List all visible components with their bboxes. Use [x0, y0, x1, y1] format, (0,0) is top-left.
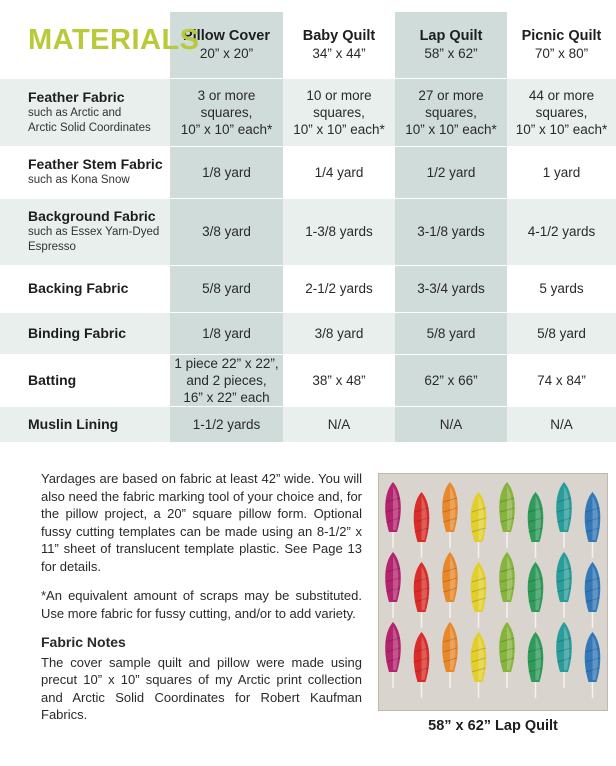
row-header: [0, 265, 170, 312]
row-header-subtitle: such as Kona Snow: [28, 174, 130, 186]
figure-caption: 58” x 62” Lap Quilt: [428, 718, 558, 734]
table-cell-text: 3-1/8 yards: [417, 224, 485, 239]
row-header-name: Feather Fabric: [28, 88, 125, 105]
row-divider: [0, 312, 616, 313]
table-cell: [170, 354, 283, 406]
feather-block: [556, 622, 572, 688]
table-cell-text: 5/8 yard: [426, 325, 476, 341]
table-cell-text: and 2 pieces,: [186, 372, 267, 388]
row-header: [0, 198, 170, 265]
row-header-name: Batting: [28, 371, 77, 388]
table-cell-text: 10” x 10” each*: [405, 121, 497, 137]
table-cell: [170, 265, 283, 312]
table-cell: [283, 312, 395, 354]
table-cell-text: 5/8 yard: [202, 281, 251, 296]
table-cell: [170, 312, 283, 354]
table-cell-text: 4-1/2 yards: [527, 224, 596, 239]
feather-block: [499, 482, 515, 548]
table-cell-text: 1/4 yard: [314, 164, 364, 180]
feather-block: [471, 562, 487, 628]
table-cell-text: 1-1/2 yards: [192, 416, 261, 432]
table-cell: [507, 406, 616, 442]
row-header-name: Muslin Lining: [28, 415, 119, 432]
table-cell: [283, 146, 395, 198]
table-cell-text: 3/8 yard: [314, 325, 364, 341]
materials-table: [0, 12, 616, 442]
table-cell: [283, 265, 395, 312]
table-cell: [395, 312, 507, 354]
row-header-subtitle: such as Essex Yarn-Dyed: [28, 226, 160, 238]
table-cell-text: N/A: [327, 416, 351, 432]
table-cell: [395, 265, 507, 312]
feather-block: [385, 482, 401, 548]
column-header-name: Lap Quilt: [419, 28, 483, 44]
table-cell-text: 5 yards: [539, 281, 584, 296]
feather-block: [585, 492, 601, 558]
feather-block: [471, 492, 487, 558]
table-cell-text: N/A: [439, 416, 463, 432]
feather-block: [528, 492, 544, 558]
row-header-subtitle: Arctic Solid Coordinates: [28, 121, 151, 134]
table-cell-text: 1/2 yard: [426, 164, 476, 180]
feather-block: [442, 622, 458, 688]
notes-footnote: *An equivalent amount of scraps may be substituted. Use more fabric for fussy cutting, and/or to add variety.: [41, 588, 362, 621]
table-cell-text: 1/8 yard: [202, 325, 251, 341]
table-cell-text: squares,: [535, 104, 588, 120]
feather-block: [414, 632, 430, 698]
feather-block: [556, 552, 572, 618]
feather-block: [385, 622, 401, 688]
column-header-size: 58” x 62”: [424, 46, 478, 61]
table-cell: [507, 78, 616, 146]
table-cell-text: 1-3/8 yards: [305, 224, 373, 239]
table-cell-text: 62” x 66”: [424, 372, 478, 388]
table-cell: [283, 406, 395, 442]
notes-paragraph: Yardages are based on fabric at least 42” wide. You will also need the fabric marking tool of your choice and, for the pillow project, a 20” square pillow form. Optional fussy cutting templates can be made using an 8-1/2” x 11” sheet of translucent template plastic. See Page 13 for details.: [41, 471, 362, 574]
row-header: [0, 78, 170, 146]
table-cell: [507, 146, 616, 198]
table-cell-text: 3-3/4 yards: [417, 281, 485, 296]
quilt-feathers: [379, 474, 607, 710]
row-header-name: Feather Stem Fabric: [28, 156, 163, 172]
fabric-notes-heading: Fabric Notes: [41, 634, 126, 650]
table-cell-text: squares,: [200, 104, 253, 120]
table-cell-text: 10” x 10” each*: [515, 121, 608, 137]
table-cell-text: 1 yard: [542, 164, 581, 180]
row-header-subtitle: such as Arctic and: [28, 106, 122, 119]
fabric-notes-text: The cover sample quilt and pillow were made using precut 10” x 10” squares of my Arctic print collection and Arctic Solid Coordinates for Robert Kaufman Fabrics.: [41, 654, 362, 722]
table-cell: [170, 406, 283, 442]
table-cell: [283, 198, 395, 265]
row-header-name: Binding Fabric: [28, 324, 126, 341]
row-divider: [0, 78, 616, 79]
feather-block: [556, 482, 572, 548]
table-cell-text: squares,: [425, 104, 477, 120]
row-header: [0, 146, 170, 198]
table-cell: [395, 198, 507, 265]
feather-block: [414, 492, 430, 558]
table-cell: [283, 354, 395, 406]
table-cell: [507, 265, 616, 312]
column-header: [395, 12, 507, 78]
table-cell: [170, 198, 283, 265]
table-cell-text: 3 or more: [197, 87, 256, 103]
feather-block: [442, 552, 458, 618]
row-header-subtitle: Espresso: [28, 241, 76, 253]
table-cell-text: 74 x 84”: [537, 372, 586, 388]
row-header: [0, 406, 170, 442]
table-cell: [395, 78, 507, 146]
row-divider: [0, 354, 616, 355]
table-cell-text: 1 piece 22” x 22”,: [174, 355, 279, 371]
feather-block: [585, 632, 601, 698]
feather-block: [499, 622, 515, 688]
table-cell-text: 10 or more: [306, 87, 372, 103]
feather-block: [499, 552, 515, 618]
row-divider: [0, 265, 616, 266]
table-cell-text: 5/8 yard: [537, 325, 586, 341]
notes-section: [41, 470, 362, 736]
table-cell-text: 10” x 10” each*: [180, 121, 273, 137]
row-header-name: Background Fabric: [28, 208, 156, 224]
table-cell: [395, 406, 507, 442]
table-cell: [170, 146, 283, 198]
row-header: [0, 354, 170, 406]
column-header-size: 20” x 20”: [199, 46, 254, 61]
table-cell: [395, 354, 507, 406]
column-header-name: Baby Quilt: [302, 28, 376, 44]
table-cell: [170, 78, 283, 146]
row-divider: [0, 198, 616, 199]
table-cell-text: 16” x 22” each: [183, 389, 270, 405]
feather-block: [385, 552, 401, 618]
column-header: [507, 12, 616, 78]
feather-block: [528, 562, 544, 628]
table-cell: [507, 312, 616, 354]
column-header: [283, 12, 395, 78]
feather-block: [414, 562, 430, 628]
row-header-name: Backing Fabric: [28, 280, 129, 296]
feather-block: [471, 632, 487, 698]
row-divider: [0, 146, 616, 147]
table-cell: [283, 78, 395, 146]
row-header: [0, 312, 170, 354]
table-cell-text: N/A: [550, 416, 573, 432]
table-cell-text: 3/8 yard: [202, 224, 251, 239]
table-cell-text: 10” x 10” each*: [293, 121, 385, 137]
table-cell-text: squares,: [313, 104, 365, 120]
feather-block: [442, 482, 458, 548]
page-title: MATERIALS: [28, 24, 200, 56]
column-header-size: 70” x 80”: [534, 46, 589, 61]
feather-block: [528, 632, 544, 698]
column-header-name: Picnic Quilt: [521, 28, 602, 44]
table-cell-text: 1/8 yard: [202, 164, 251, 180]
table-cell: [395, 146, 507, 198]
feather-block: [585, 562, 601, 628]
table-cell-text: 2-1/2 yards: [305, 281, 373, 296]
row-divider: [0, 406, 616, 407]
lap-quilt-image: [378, 473, 608, 711]
column-header-name: Pillow Cover: [182, 28, 271, 44]
table-cell: [507, 198, 616, 265]
table-cell: [507, 354, 616, 406]
table-cell-text: 44 or more: [528, 87, 595, 103]
column-header-size: 34” x 44”: [312, 46, 366, 61]
table-cell-text: 27 or more: [418, 87, 484, 103]
table-cell-text: 38” x 48”: [312, 372, 366, 388]
